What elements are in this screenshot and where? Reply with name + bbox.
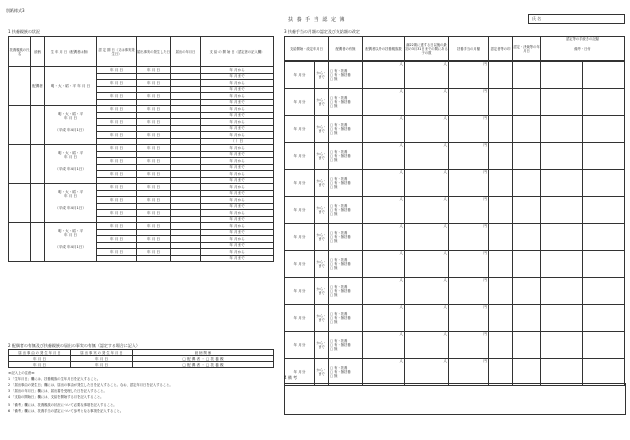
name-box <box>528 14 625 24</box>
s3-row-date: 年 月分 <box>285 116 315 143</box>
era-choices-e: 明・大・昭・平 <box>57 229 84 233</box>
era-choices-b: 明・大・昭・平 <box>57 112 84 116</box>
fact-ymd-d3: 年 月 日 <box>146 210 161 215</box>
s3-row-options <box>329 251 363 278</box>
s3-opt-1: □ 有・扶養 <box>330 258 348 262</box>
s3-row-remarks <box>583 251 625 278</box>
s3-opt-3: □ 無 <box>330 347 338 351</box>
s2-row2-b: 年 月 日 <box>71 362 133 368</box>
s3-row-remarks <box>583 170 625 197</box>
s3-opt-2: □ 有・無扶養 <box>330 127 351 131</box>
s3-row-children: 人 <box>405 332 449 359</box>
cell-relation <box>31 67 45 106</box>
s3-row-options <box>329 278 363 305</box>
s3-row <box>285 305 625 332</box>
start-from-d: 年 月から <box>229 184 245 189</box>
note-5: 5 「備考」欄には、扶養親族の状況について必要な事項を記入すること。 <box>8 403 117 407</box>
era-choices: 明・大・昭・平 <box>50 84 76 88</box>
s3-row-amount: 円 <box>449 116 489 143</box>
approval-ymd-b: 年 月 日 <box>109 106 124 111</box>
s3-row-dependants: 人 <box>363 224 405 251</box>
section3-rows <box>284 61 624 386</box>
approval-ymd-b3: 年 月 日 <box>109 132 124 137</box>
s3-col-amount: 扶養手当の月額 <box>449 37 489 61</box>
s3-row-options <box>329 143 363 170</box>
s3-row-date: 年 月分 <box>285 332 315 359</box>
s3-row-date: 年 月分 <box>285 197 315 224</box>
s3-row-dependants: 人 <box>363 305 405 332</box>
approval-ymd-b2: 年 月 日 <box>109 119 124 124</box>
era-choices-c: 明・大・昭・平 <box>57 151 84 155</box>
s3-col-seal: 認定者等の印 <box>489 37 513 61</box>
start-to-d: 年 月まで <box>229 191 245 196</box>
start-from: 年 月から <box>229 67 245 72</box>
s3-row-record <box>541 89 583 116</box>
s3-row-remarks <box>583 197 625 224</box>
s3-row-date: 年 月分 <box>285 359 315 386</box>
s3-row-seal <box>489 197 513 224</box>
s3-row-remarks <box>583 116 625 143</box>
s3-row-record <box>541 197 583 224</box>
start-to-3: 年 月まで <box>229 100 245 105</box>
s3-row-record <box>541 359 583 386</box>
col-approval: 認 定 期 日（又は事実発生日） <box>97 37 137 67</box>
s3-opt-3: □ 無 <box>330 266 338 270</box>
approval-ymd-e: 年 月 日 <box>109 223 124 228</box>
s3-row-dependants: 人 <box>363 170 405 197</box>
col-birth: 生 年 月 日（配偶者は無） <box>45 37 97 67</box>
s3-opt-3: □ 無 <box>330 239 338 243</box>
start-from-b3: 年 月から <box>229 132 245 137</box>
approval-ymd-e2: 年 月 日 <box>109 236 124 241</box>
s3-row-seal <box>489 170 513 197</box>
s3-opt-2: □ 有・無扶養 <box>330 100 351 104</box>
s3-opt-2: □ 有・無扶養 <box>330 316 351 320</box>
s3-row-period: から・まで <box>315 332 329 359</box>
section3-table <box>284 36 624 386</box>
s3-opt-1: □ 有・扶養 <box>330 339 348 343</box>
s3-row-children: 人 <box>405 305 449 332</box>
s3-row-remarks <box>583 359 625 386</box>
s3-row-seal <box>489 89 513 116</box>
fact-ymd-2: 年 月 日 <box>146 80 161 85</box>
approval-ymd: 年 月 日 <box>109 67 124 72</box>
s3-opt-1: □ 有・扶養 <box>330 366 348 370</box>
s3-opt-3: □ 無 <box>330 320 338 324</box>
s3-row <box>285 278 625 305</box>
s3-row <box>285 89 625 116</box>
s3-row <box>285 359 625 386</box>
s3-row-period: から・まで <box>315 197 329 224</box>
s2-col-b: 届 出 事 実 の 発 生 年 月 日 <box>71 350 133 356</box>
s3-row-children: 人 <box>405 251 449 278</box>
s3-row-decision <box>513 359 541 386</box>
birth-ymd-c: 年 月 日 <box>63 155 78 159</box>
s3-col-remarks: 備考・日付 <box>574 47 591 51</box>
col-report-date: 届出の年月日 <box>171 37 201 67</box>
s3-opt-2: □ 有・無扶養 <box>330 289 351 293</box>
s3-opt-3: □ 無 <box>330 185 338 189</box>
fact-ymd-e2: 年 月 日 <box>146 236 161 241</box>
col-fact-date: 届出事実の発生した日 <box>137 37 171 67</box>
s3-row-decision <box>513 251 541 278</box>
s3-row-children: 人 <box>405 143 449 170</box>
s3-row-decision <box>513 143 541 170</box>
fact-ymd-b2: 年 月 日 <box>146 119 161 124</box>
section3-heading: 3 扶養手当の月額の認定及び支給額の改定 <box>284 29 360 34</box>
fact-ymd-c3: 年 月 日 <box>146 171 161 176</box>
s3-row-remarks <box>583 332 625 359</box>
s3-row-options <box>329 62 363 89</box>
s3-row-record <box>541 170 583 197</box>
start-to-c: 年 月まで <box>229 152 245 157</box>
s3-row-amount: 円 <box>449 89 489 116</box>
s3-row-children: 人 <box>405 359 449 386</box>
count-note-b: （ ）日 <box>231 139 243 144</box>
s3-row-options <box>329 116 363 143</box>
s3-opt-3: □ 無 <box>330 104 338 108</box>
s3-opt-3: □ 無 <box>330 212 338 216</box>
s3-row-options <box>329 224 363 251</box>
s3-opt-1: □ 有・扶養 <box>330 177 348 181</box>
s3-row-date: 年 月分 <box>285 143 315 170</box>
s3-row-children: 人 <box>405 62 449 89</box>
start-from-c2: 年 月から <box>229 158 245 163</box>
s3-row-period: から・まで <box>315 170 329 197</box>
s3-row-decision <box>513 332 541 359</box>
start-to-b2: 年 月まで <box>229 126 245 131</box>
s2-row1-check: □ 配 偶 者 ・ □ 扶 養 親 <box>133 356 274 362</box>
s3-row <box>285 251 625 278</box>
s3-col-decision: 認定・決裁等の年月日 <box>513 37 541 61</box>
s3-row-seal <box>489 359 513 386</box>
s3-row-amount: 円 <box>449 143 489 170</box>
section4-heading: 4 備 考 <box>284 375 298 380</box>
birth-ymd-b: 年 月 日 <box>63 116 78 120</box>
s3-row-record <box>541 332 583 359</box>
s3-row-decision <box>513 278 541 305</box>
era-choices-d: 明・大・昭・平 <box>57 190 84 194</box>
s3-row-remarks <box>583 278 625 305</box>
s3-row-record <box>541 116 583 143</box>
start-from-b2: 年 月から <box>229 119 245 124</box>
s3-row-decision <box>513 62 541 89</box>
s3-row-dependants: 人 <box>363 359 405 386</box>
cell-birth <box>45 67 97 106</box>
s3-opt-1: □ 有・扶養 <box>330 96 348 100</box>
s3-row <box>285 224 625 251</box>
fact-ymd-e: 年 月 日 <box>146 223 161 228</box>
s3-col-date: 支給開始・改定年月日 <box>285 37 329 61</box>
s3-opt-1: □ 有・扶養 <box>330 312 348 316</box>
s3-row-remarks <box>583 143 625 170</box>
fact-ymd-d2: 年 月 日 <box>146 197 161 202</box>
s3-row <box>285 62 625 89</box>
s2-row1-b: 年 月 日 <box>71 356 133 362</box>
start-to: 年 月まで <box>229 74 245 79</box>
relation-spouse: 配偶者 <box>32 84 43 88</box>
s3-opt-2: □ 有・無扶養 <box>330 343 351 347</box>
start-to-d3: 年 月まで <box>229 217 245 222</box>
s3-row-amount: 円 <box>449 305 489 332</box>
fact-ymd-e3: 年 月 日 <box>146 249 161 254</box>
approval-ymd-3: 年 月 日 <box>109 93 124 98</box>
s3-opt-1: □ 有・扶養 <box>330 231 348 235</box>
section1-table <box>8 36 273 262</box>
fact-ymd-d: 年 月 日 <box>146 184 161 189</box>
s3-row-decision <box>513 224 541 251</box>
s3-opt-2: □ 有・無扶養 <box>330 73 351 77</box>
start-from-c: 年 月から <box>229 145 245 150</box>
section2-table <box>8 349 273 368</box>
s3-row-decision <box>513 197 541 224</box>
s3-row-options <box>329 89 363 116</box>
s3-opt-3: □ 無 <box>330 77 338 81</box>
s3-row-record <box>541 251 583 278</box>
s3-row-remarks <box>583 89 625 116</box>
fact-ymd-c: 年 月 日 <box>146 145 161 150</box>
s3-opt-2: □ 有・無扶養 <box>330 181 351 185</box>
start-to-e: 年 月まで <box>229 230 245 235</box>
start-to-e2: 年 月まで <box>229 243 245 248</box>
s3-row-record <box>541 62 583 89</box>
s3-opt-1: □ 有・扶養 <box>330 285 348 289</box>
s3-col-children: 満22歳に達する日以後の最初の3月31日までの間にある子の数 <box>405 37 449 61</box>
s3-row-record <box>541 143 583 170</box>
age-note-e: （平成 年4月1日） <box>55 245 86 249</box>
s3-row-seal <box>489 224 513 251</box>
start-to-c3: 年 月まで <box>229 178 245 183</box>
s3-row-seal <box>489 332 513 359</box>
s3-row-dependants: 人 <box>363 143 405 170</box>
s3-row-period: から・まで <box>315 359 329 386</box>
start-from-d3: 年 月から <box>229 210 245 215</box>
s3-row-period: から・まで <box>315 278 329 305</box>
note-2: 2 「届出事由の発生日」欄には、届出の事由が発生した日を記入すること。なお、認定年月日を記入すること。 <box>8 383 173 387</box>
s3-row-seal <box>489 143 513 170</box>
s3-row-seal <box>489 62 513 89</box>
approval-ymd-c2: 年 月 日 <box>109 158 124 163</box>
s3-row-date: 年 月分 <box>285 89 315 116</box>
s3-row-children: 人 <box>405 197 449 224</box>
birth-ymd-d: 年 月 日 <box>63 194 78 198</box>
s3-row-amount: 円 <box>449 359 489 386</box>
start-from-e: 年 月から <box>229 223 245 228</box>
cell-name <box>9 67 31 106</box>
page-title: 扶 養 手 当 認 定 簿 <box>288 17 346 23</box>
s3-col-spouse: 配偶者の有無 <box>329 37 363 61</box>
age-note-b: （平成 年4月1日） <box>55 128 86 132</box>
s3-row-amount: 円 <box>449 332 489 359</box>
fact-ymd-c2: 年 月 日 <box>146 158 161 163</box>
s3-subheading: 認定等の手続きの記録 <box>566 37 599 41</box>
note-4: 4 「支給の開始日」欄には、支給を開始する月を記入すること。 <box>8 395 104 399</box>
s3-row-seal <box>489 251 513 278</box>
s2-row1-a: 年 月 日 <box>9 356 71 362</box>
s3-row-children: 人 <box>405 170 449 197</box>
age-note-c: （平成 年4月1日） <box>55 167 86 171</box>
approval-ymd-c3: 年 月 日 <box>109 171 124 176</box>
s3-row-remarks <box>583 224 625 251</box>
s3-row-remarks <box>583 62 625 89</box>
s3-row <box>285 116 625 143</box>
s3-row-date: 年 月分 <box>285 278 315 305</box>
s3-row-amount: 円 <box>449 251 489 278</box>
s3-row-options <box>329 305 363 332</box>
approval-ymd-e3: 年 月 日 <box>109 249 124 254</box>
s2-col-a: 届 出 事 由 の 発 生 年 月 日 <box>9 350 71 356</box>
s3-row-children: 人 <box>405 89 449 116</box>
start-to-2: 年 月まで <box>229 87 245 92</box>
s3-row-dependants: 人 <box>363 62 405 89</box>
age-note-d: （平成 年4月1日） <box>55 206 86 210</box>
s3-row-period: から・まで <box>315 89 329 116</box>
s3-row-decision <box>513 116 541 143</box>
approval-ymd-d: 年 月 日 <box>109 184 124 189</box>
s3-row-period: から・まで <box>315 143 329 170</box>
start-to-d2: 年 月まで <box>229 204 245 209</box>
s3-row-decision <box>513 89 541 116</box>
s3-opt-2: □ 有・無扶養 <box>330 208 351 212</box>
approval-ymd-c: 年 月 日 <box>109 145 124 150</box>
s3-row-amount: 円 <box>449 224 489 251</box>
fact-ymd: 年 月 日 <box>146 67 161 72</box>
start-to-b: 年 月まで <box>229 113 245 118</box>
section2-heading: 2 配偶者の有無及び扶養親族の届出の事実の有無（認定する場合に記入） <box>8 343 140 348</box>
s3-row-date: 年 月分 <box>285 62 315 89</box>
birth-ymd: 年 月 日 <box>77 84 91 88</box>
col-start: 支 給 の 開 始 日（認定者の記入欄） <box>201 37 274 67</box>
start-from-2: 年 月から <box>229 80 245 85</box>
s3-row-remarks <box>583 305 625 332</box>
s3-row-record <box>541 305 583 332</box>
approval-ymd-d3: 年 月 日 <box>109 210 124 215</box>
start-from-c3: 年 月から <box>229 171 245 176</box>
form-code: 別紙様式3 <box>6 8 25 13</box>
start-to-e3: 年 月まで <box>229 256 245 261</box>
note-6: 6 「備考」欄には、扶養手当の認定について参考となる事項を記入すること。 <box>8 409 124 413</box>
s3-opt-2: □ 有・無扶養 <box>330 154 351 158</box>
notes <box>8 371 308 413</box>
notes-heading: ≪記入上の注意≫ <box>8 371 35 375</box>
start-from-3: 年 月から <box>229 93 245 98</box>
s3-opt-2: □ 有・無扶養 <box>330 370 351 374</box>
start-to-c2: 年 月まで <box>229 165 245 170</box>
s3-row-decision <box>513 170 541 197</box>
s3-row <box>285 170 625 197</box>
approval-ymd-2: 年 月 日 <box>109 80 124 85</box>
s3-row-record <box>541 278 583 305</box>
s3-row-period: から・まで <box>315 305 329 332</box>
s3-row-options <box>329 170 363 197</box>
s3-opt-1: □ 有・扶養 <box>330 123 348 127</box>
approval-ymd-d2: 年 月 日 <box>109 197 124 202</box>
s2-row2-check: □ 配 偶 者 ・ □ 扶 養 親 <box>133 362 274 368</box>
s3-row <box>285 197 625 224</box>
s3-opt-3: □ 無 <box>330 293 338 297</box>
fact-ymd-b: 年 月 日 <box>146 106 161 111</box>
s3-col-dependants: 配偶者以外の扶養親族数 <box>363 37 405 61</box>
s3-row-amount: 円 <box>449 62 489 89</box>
s3-row-seal <box>489 305 513 332</box>
fact-ymd-3: 年 月 日 <box>146 93 161 98</box>
s3-opt-1: □ 有・扶養 <box>330 204 348 208</box>
birth-ymd-e: 年 月 日 <box>63 233 78 237</box>
s3-row-amount: 円 <box>449 197 489 224</box>
start-from-e2: 年 月から <box>229 236 245 241</box>
s2-col-c: 続 柄 関 係 <box>133 350 274 356</box>
s3-row-children: 人 <box>405 278 449 305</box>
s2-row2-a: 年 月 日 <box>9 362 71 368</box>
fact-ymd-b3: 年 月 日 <box>146 132 161 137</box>
s3-row-dependants: 人 <box>363 278 405 305</box>
s3-row-dependants: 人 <box>363 332 405 359</box>
name-label: 氏 名 <box>532 16 542 21</box>
s3-row-seal <box>489 278 513 305</box>
s3-row <box>285 332 625 359</box>
note-1: 1 「生年月日」欄には、扶養親族の生年月日を記入すること。 <box>8 377 101 381</box>
s3-opt-2: □ 有・無扶養 <box>330 235 351 239</box>
s3-opt-3: □ 無 <box>330 374 338 378</box>
start-from-e3: 年 月から <box>229 249 245 254</box>
s3-row-dependants: 人 <box>363 116 405 143</box>
s3-row-period: から・まで <box>315 62 329 89</box>
s3-opt-3: □ 無 <box>330 131 338 135</box>
s3-row-date: 年 月分 <box>285 170 315 197</box>
col-relation: 続柄 <box>31 37 45 67</box>
s3-opt-1: □ 有・扶養 <box>330 69 348 73</box>
s3-row-period: から・まで <box>315 116 329 143</box>
s3-opt-1: □ 有・扶養 <box>330 150 348 154</box>
s3-row-options <box>329 332 363 359</box>
s3-row-date: 年 月分 <box>285 251 315 278</box>
s3-row-options <box>329 197 363 224</box>
s3-row-decision <box>513 305 541 332</box>
note-3: 3 「届出の年月日」欄には、届出書を受理した日を記入すること。 <box>8 389 107 393</box>
s3-row-date: 年 月分 <box>285 224 315 251</box>
s3-row-dependants: 人 <box>363 197 405 224</box>
s3-row-children: 人 <box>405 116 449 143</box>
start-from-b: 年 月から <box>229 106 245 111</box>
s3-row-period: から・まで <box>315 224 329 251</box>
s3-row-period: から・まで <box>315 251 329 278</box>
s3-opt-2: □ 有・無扶養 <box>330 262 351 266</box>
s3-row-record <box>541 224 583 251</box>
s3-row-options <box>329 359 363 386</box>
s3-row-seal <box>489 116 513 143</box>
remarks-box <box>284 383 626 415</box>
s3-row-dependants: 人 <box>363 89 405 116</box>
s3-row-children: 人 <box>405 224 449 251</box>
col-name: 扶養親族の氏名 <box>9 37 31 67</box>
s3-row-amount: 円 <box>449 278 489 305</box>
start-from-d2: 年 月から <box>229 197 245 202</box>
s3-opt-3: □ 無 <box>330 158 338 162</box>
s3-row <box>285 143 625 170</box>
s3-row-dependants: 人 <box>363 251 405 278</box>
s3-row-date: 年 月分 <box>285 305 315 332</box>
s3-row-amount: 円 <box>449 170 489 197</box>
section1-heading: 1 扶養親族の状況 <box>8 29 40 34</box>
